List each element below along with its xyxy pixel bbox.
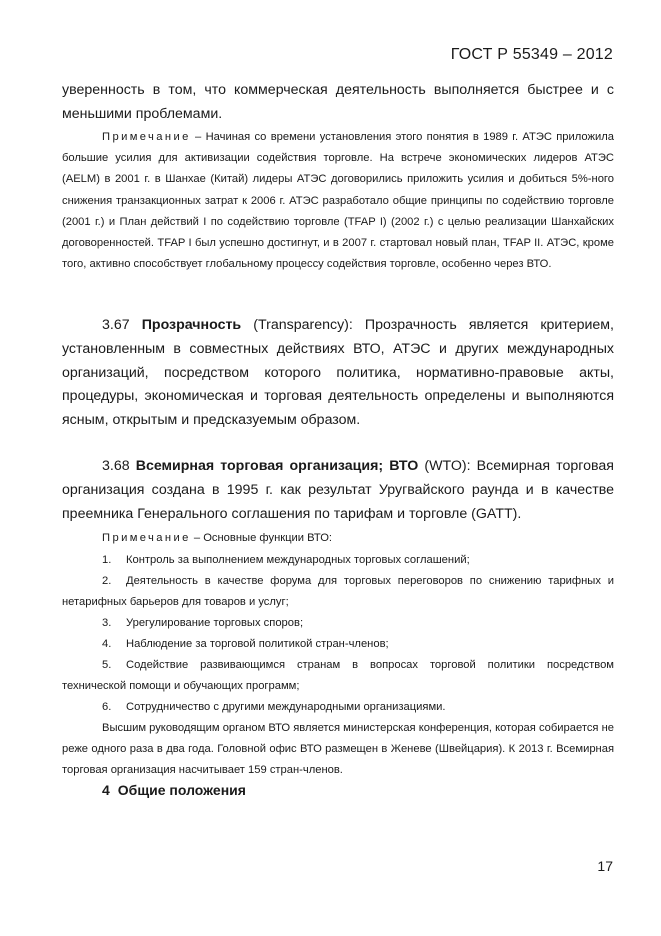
list-item: 5. Содействие развивающимся странам в вопросах торговой политики посредством технической помощи и обучающих программ; (62, 659, 614, 693)
definition-text: (WTO): Всемирная торговая организация создана в 1995 г. как результат Уругвайского раунда и в качестве преемника Генерального соглашения по тарифам и торговле (GATT). (62, 458, 614, 522)
note-label: Примечание (102, 532, 191, 544)
paragraph-continuation: уверенность в том, что коммерческая деятельность выполняется быстрее и с меньшими проблемами. (62, 82, 614, 122)
definition-number: 3.67 (102, 317, 130, 333)
definition-term: Прозрачность (141, 317, 242, 333)
section-heading (102, 782, 246, 798)
list-item: 1. Контроль за выполнением международных торговых соглашений; (102, 554, 470, 566)
section-title: Общие положения (117, 782, 246, 798)
note-text: – Начиная со времени установления этого понятия в 1989 г. АТЭС приложила большие усилия для активизации содействия торговле. На встрече экономических лидеров АТЭС (AELM) в 2001 г. в Шанхае (Китай) лидеры АТЭС договорились приложить усилия и добиться 5%-ного снижения транзакционных затрат к 2006 г. АТЭС разработало общие принципы по содействию торговле (2001 г.) и План действий I по содействию торговле (TFAP I) (2002 г.) с целью реализации Шанхайских договоренностей. TFAP I был успешно достигнут, и в 2007 г. стартовал новый план, TFAP II. АТЭС, кроме того, активно способствует глобальному процессу содействия торговле, особенно через ВТО. (62, 131, 614, 271)
definition-number: 3.68 (102, 458, 130, 474)
definition-3-68 (62, 455, 614, 526)
definition-3-67 (62, 314, 614, 433)
standard-header: ГОСТ Р 55349 – 2012 (450, 46, 613, 63)
note-wto-functions (62, 528, 614, 549)
note-apec (62, 127, 614, 275)
list-item: 6. Сотрудничество с другими международными организациями. (102, 701, 446, 713)
section-number: 4 (102, 782, 110, 798)
note-label: Примечание (102, 131, 191, 143)
list-item: 3. Урегулирование торговых споров; (102, 617, 304, 629)
note-text: – Основные функции ВТО: (190, 532, 333, 544)
definition-term: Всемирная торговая организация; ВТО (135, 458, 419, 474)
page-number: 17 (597, 858, 613, 874)
list-item: 4. Наблюдение за торговой политикой стран-членов; (102, 638, 389, 650)
note-closing: Высшим руководящим органом ВТО является министерская конференция, которая собирается не реже одного раза в два года. Головной офис ВТО размещен в Женеве (Швейцария). К 2013 г. Всемирная торговая организация насчитывает 159 стран-членов. (62, 722, 614, 777)
definition-text: (Transparency): Прозрачность является критерием, установленным в совместных действиях ВТО, АТЭС и других международных организаций, посредством которого политика, нормативно-правовые акты, процедуры, экономическая и торговая деятельность определены и выполняются ясным, открытым и предсказуемым образом. (62, 317, 614, 429)
list-item: 2. Деятельность в качестве форума для торговых переговоров по снижению тарифных и нетарифных барьеров для товаров и услуг; (62, 575, 614, 609)
